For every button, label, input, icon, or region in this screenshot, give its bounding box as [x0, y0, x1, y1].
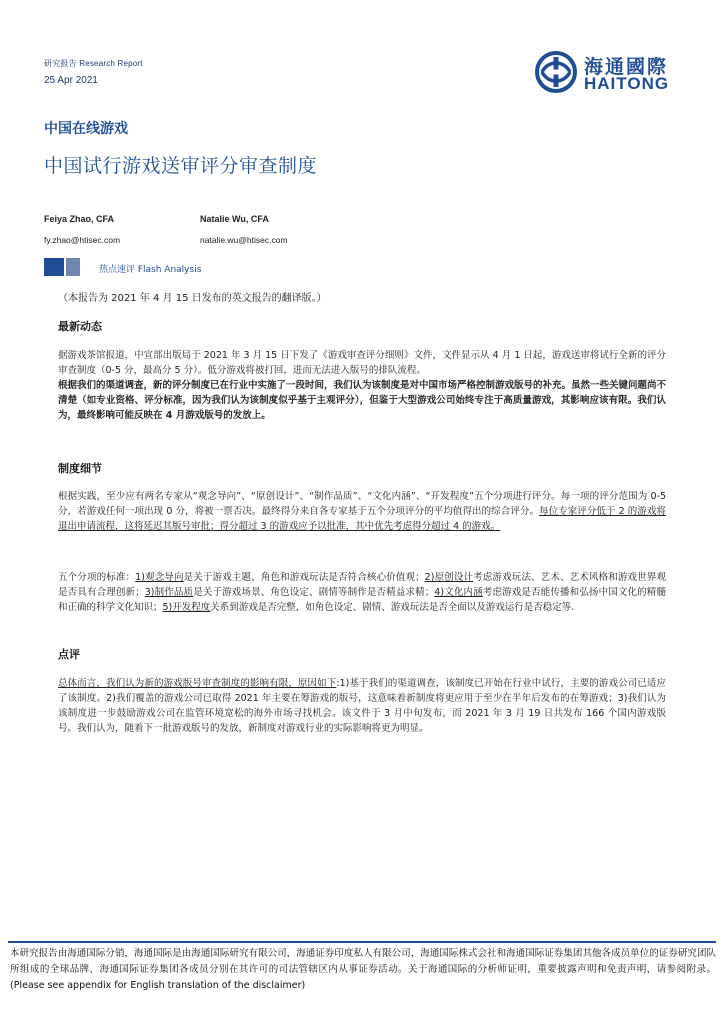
logo-text-cn: 海通國際 — [584, 56, 669, 78]
haitong-logo — [534, 51, 704, 93]
criteria-5-text: 关系到游戏是否完整，如角色设定、剧情、游戏玩法是否全面以及游戏运行是否稳定等. — [210, 602, 575, 613]
details-underlined-text: 每位专家评分低于 2 的游戏将退出申请流程，这将延迟其版号审批；得分超过 3 的游戏应予以批准，其中优先考虑得分超过 4 的游戏。 — [58, 506, 666, 532]
section-heading-comment: 点评 — [58, 648, 80, 661]
haitong-logo-icon — [534, 51, 578, 93]
analyst-name: Feiya Zhao, CFA — [44, 214, 115, 224]
comment-text — [58, 676, 666, 736]
page-title: 中国试行游戏送审评分审查制度 — [44, 155, 318, 177]
latest-paragraph — [58, 348, 666, 423]
section-heading-latest: 最新动态 — [58, 320, 102, 333]
criteria-2-label: 2)原创设计 — [424, 572, 474, 583]
section-heading-details: 制度细节 — [58, 462, 102, 475]
analyst-1 — [44, 214, 120, 245]
details-text-1 — [58, 489, 666, 534]
report-header — [44, 58, 143, 86]
criteria-1-label: 1)观念导向 — [135, 572, 184, 583]
criteria-intro: 五个分项的标准： — [58, 572, 136, 583]
analyst-email[interactable]: fy.zhao@htisec.com — [44, 235, 121, 245]
criteria-3-text: 是关于游戏场景、角色设定、剧情等制作是否精益求精； — [193, 587, 435, 598]
flash-bar-segment — [66, 258, 80, 276]
footer-divider — [8, 941, 716, 943]
criteria-5-label: 5)开发程度 — [162, 602, 211, 613]
latest-text: 据游戏茶馆报道，中宣部出版局于 2021 年 3 月 15 日下发了《游戏审查评分细则》文件，文件显示从 4 月 1 日起，游戏送审将试行全新的评分审查制度（0-5 分，最高分 5 分）。低分游戏将被打回，进而无法进入版号的排队流程。 — [58, 350, 666, 376]
flash-bar-segment — [44, 258, 64, 276]
report-date: 25 Apr 2021 — [44, 75, 98, 86]
analyst-email[interactable]: natalie.wu@htisec.com — [200, 235, 288, 245]
analyst-2 — [200, 214, 288, 245]
details-paragraph-2 — [58, 570, 666, 615]
details-text: 根据实践，至少应有两名专家从“观念导向”、“原创设计”、“制作品质”、“文化内涵”、“开发程度”五个分项进行评分。每一项的评分范围为 0-5 分，若游戏任何一项出现 0 分，将被一票否决。最终得分来自各专家基于五个分项评分的平均值得出的综合评分。 — [58, 491, 666, 517]
analyst-name: Natalie Wu, CFA — [200, 214, 269, 224]
criteria-1-text: 是关于游戏主题、角色和游戏玩法是否符合核心价值观； — [183, 572, 425, 583]
latest-bold-text: 根据我们的渠道调查，新的评分制度已在行业中实施了一段时间，我们认为该制度是对中国市场严格控制游戏版号的补充。虽然一些关键问题尚不清楚（如专业资格、评分标准，因为我们认为该制度似乎基于主观评分），但鉴于大型游戏公司始终专注于高质量游戏，其影响应该有限。我们认为，最终影响可能反映在 4 月游戏版号的发放上。 — [58, 380, 667, 421]
details-text-2 — [58, 570, 666, 615]
details-paragraph-1 — [58, 489, 666, 534]
criteria-4-label: 4)文化内涵 — [434, 587, 483, 598]
logo-text-en: HAITONG — [584, 74, 670, 93]
flash-bar-icon — [44, 258, 80, 276]
flash-analysis-label: 热点速评 Flash Analysis — [99, 265, 202, 275]
report-type: 研究报告 Research Report — [44, 59, 143, 68]
comment-underlined-text: 总体而言，我们认为新的游戏版号审查制度的影响有限，原因如下 — [58, 678, 337, 689]
comment-body-text: :1)基于我们的渠道调查，该制度已开始在行业中试行，主要的游戏公司已适应了该制度。2)我们覆盖的游戏公司已取得 2021 年主要在筹游戏的版号，这意味着新制度将更应用于至少在半年后发布的在筹游戏；3)我们认为该制度进一步鼓励游戏公司在监管环境宽松的海外市场寻找机会。该文件于 3 月中旬发布，而 2021 年 3 月 19 日共发布 166 个国内游戏版号。我们认为，随着下一批游戏版号的发放，新制度对游戏行业的实际影响将更为明显。 — [58, 678, 666, 734]
comment-paragraph — [58, 676, 666, 736]
translation-note: （本报告为 2021 年 4 月 15 日发布的英文报告的翻译版。） — [58, 293, 327, 304]
sector-title: 中国在线游戏 — [44, 121, 128, 137]
criteria-4-text: 考虑游戏是否能传播和弘扬中国文化的精髓和正确的科学文化知识； — [58, 587, 666, 613]
criteria-2-text: 考虑游戏玩法、艺术、艺术风格和游戏世界观是否具有合理创新； — [58, 572, 666, 598]
criteria-3-label: 3)制作品质 — [144, 587, 194, 598]
footer-disclaimer: 本研究报告由海通国际分销，海通国际是由海通国际研究有限公司，海通证券印度私人有限公司，海通国际株式会社和海通国际证券集团其他各成员单位的证券研究团队所组成的全球品牌，海通国际证券集团各成员分别在其许可的司法管辖区内从事证券活动。关于海通国际的分析师证明，重要披露声明和免责声明，请参阅附录。(Please see appendix for English translation of the disclaimer) — [10, 948, 716, 991]
